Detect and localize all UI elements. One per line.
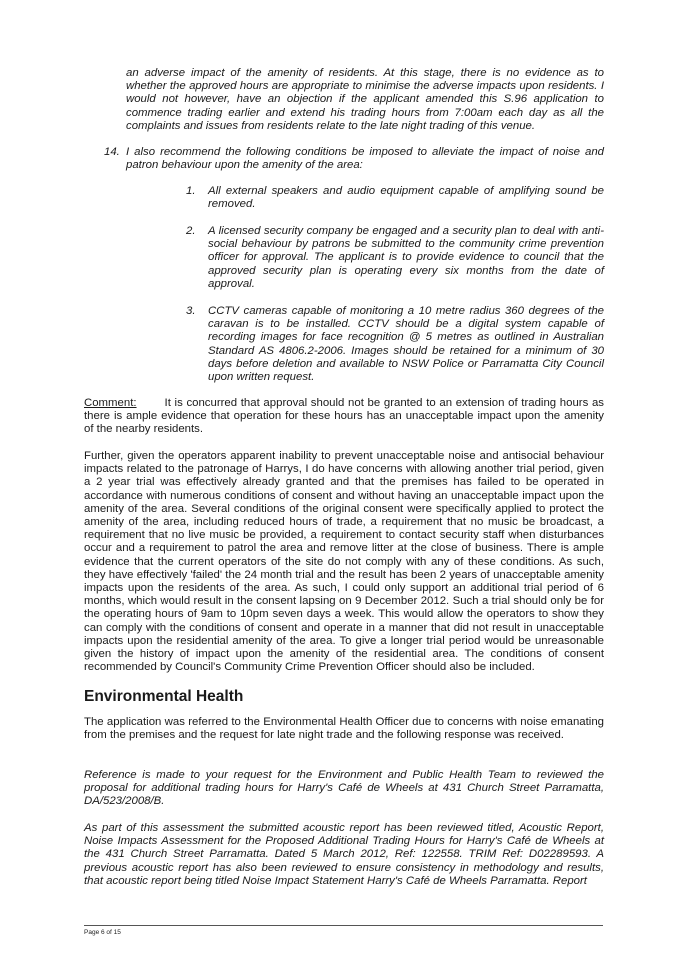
comment-paragraph bbox=[84, 397, 604, 437]
further-paragraph: Further, given the operators apparent inability to prevent unacceptable noise and antisocial behaviour impacts related to the patronage of Harrys, I do have concerns with allowing another trial period, given a 2 year trial was effectively already granted and that the premises has failed to be operated in accordance with numerous conditions of consent and without having an unacceptable impact upon the amenity of the area. Several conditions of the original consent were specifically applied to protect the amenity of the area, including reduced hours of trade, a requirement that no music be broadcast, a requirement that no live music be provided, a requirement to contact security staff when disturbances occur and a requirement to patrol the area and remove litter at the close of business. There is ample evidence that the current operators of the site do not comply with any of these conditions. As such, they have effectively 'failed' the 24 month trial and the result has been 2 years of unacceptable amenity impacts upon the residents of the area. As such, I could only support an additional trial period of 6 months, which would result in the consent lapsing on 9 December 2012. Such a trial should only be for the operating hours of 9am to 10pm seven days a week. This would allow the operators to show they can comply with the conditions of consent and operate in a manner that did not result in unacceptable impacts upon the residential amenity of the area. To give a longer trial period would be unreasonable given the history of impact upon the amenity of the residential area. The conditions of consent recommended by Council's Community Crime Prevention Officer should also be included. bbox=[84, 450, 604, 674]
item-14-number: 14. bbox=[104, 146, 120, 158]
section-heading-environmental-health: Environmental Health bbox=[84, 688, 244, 705]
condition-1-number: 1. bbox=[186, 185, 196, 197]
condition-3-number: 3. bbox=[186, 305, 196, 317]
eh-paragraph-2: Reference is made to your request for the Environment and Public Health Team to reviewed the proposal for additional trading hours for Harry's Café de Wheels at 431 Church Street Parramatta, DA/523/2008/B. bbox=[84, 769, 604, 808]
comment-label: Comment: bbox=[84, 397, 137, 409]
page-number: Page 6 of 15 bbox=[84, 929, 121, 936]
condition-3-text: CCTV cameras capable of monitoring a 10 metre radius 360 degrees of the caravan is to be installed. CCTV should be a digital system capable of recording images for face recognition @ 5 metres as outlined in Australian Standard AS 4806.2-2006. Images should be retained for a minimum of 30 days before deletion and available to NSW Police or Parramatta City Council upon written request. bbox=[208, 305, 604, 384]
item-14-text: I also recommend the following conditions be imposed to alleviate the impact of noise and patron behaviour upon the amenity of the area: bbox=[126, 146, 604, 172]
intro-paragraph: an adverse impact of the amenity of residents. At this stage, there is no evidence as to whether the approved hours are appropriate to minimise the adverse impacts upon residents. I would not however, have an objection if the applicant amended this S.96 application to commence trading earlier and extend his trading hours from 7:00am each day as all the complaints and issues from residents relate to the late night trading of this venue. bbox=[126, 67, 604, 132]
eh-paragraph-3: As part of this assessment the submitted acoustic report has been reviewed titled, Acoustic Report, Noise Impacts Assessment for the Proposed Additional Trading Hours for Harry's Café de Wheels at the 431 Church Street Parramatta. Dated 5 March 2012, Ref: 122558. TRIM Ref: D02289593. A previous acoustic report has also been reviewed to ensure consistency in methodology and results, that acoustic report being titled Noise Impact Statement Harry's Café de Wheels Parramatta. Report bbox=[84, 822, 604, 887]
eh-paragraph-1: The application was referred to the Environmental Health Officer due to concerns with noise emanating from the premises and the request for late night trade and the following response was received. bbox=[84, 716, 604, 742]
footer-divider bbox=[84, 925, 603, 926]
comment-text: It is concurred that approval should not be granted to an extension of trading hours as there is ample evidence that operation for these hours has an unacceptable impact upon the amenity of the nearby residents. bbox=[84, 397, 604, 436]
condition-2-text: A licensed security company be engaged and a security plan to deal with anti-social behaviour by patrons be submitted to the community crime prevention officer for approval. The applicant is to provide evidence to council that the approved security plan is operating every six months from the date of approval. bbox=[208, 225, 604, 290]
condition-1-text: All external speakers and audio equipment capable of amplifying sound be removed. bbox=[208, 185, 604, 211]
condition-2-number: 2. bbox=[186, 225, 196, 237]
